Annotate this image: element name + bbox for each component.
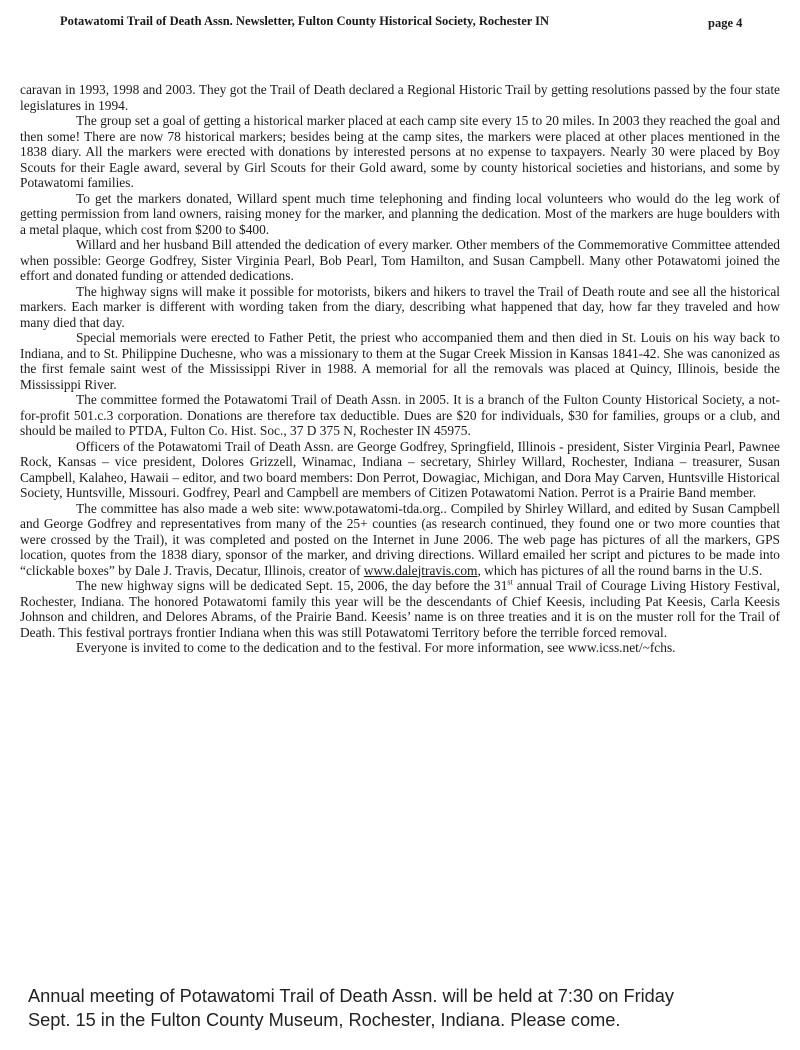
newsletter-title: Potawatomi Trail of Death Assn. Newsletter, Fulton County Historical Society, Rochester IN: [60, 14, 550, 28]
paragraph-web-site: [20, 501, 780, 579]
annual-meeting-announcement: [28, 984, 788, 1032]
paragraph-invitation: Everyone is invited to come to the dedication and to the festival. For more information, see www.icss.net/~fchs.: [76, 640, 676, 655]
web-text-after-link: , which has pictures of all the round barns in the U.S.: [477, 562, 763, 578]
paragraph-markers-donated: To get the markers donated, Willard spent much time telephoning and finding local volunteers who would do the leg work of getting permission from land owners, raising money for the marker, and planning the dedication. Most of the markers are huge boulders with a metal plaque, which cost from $200 to $400.: [20, 190, 780, 237]
page-number: page 4: [708, 16, 743, 30]
dedication-text-before-sup: The new highway signs will be dedicated Sept. 15, 2006, the day before the 31: [76, 578, 508, 593]
dedication-text-after-sup: annual Trail of Courage Living History Festival, Rochester, Indiana. The honored Potawatomi family this year will be the descendants of Chief Keesis, including Pat Keesis, Carla Keesis Johnson and children, and Delores Abrams, of the Prairie Band. Keesis’ name is on three treaties and it is on the muster roll for the Trail of Death. This festival portrays frontier Indiana when this was still Potawatomi Territory before the terrible forced removal.: [20, 578, 780, 640]
paragraph-dedications: Willard and her husband Bill attended the dedication of every marker. Other members of the Commemorative Committee attended when possible: George Godfrey, Sister Virginia Pearl, Bob Pearl, Tom Hamilton, and Susan Campbell. Many other Potawatomi joined the effort and donated funding or attended dedications.: [20, 237, 780, 283]
paragraph-continued: caravan in 1993, 1998 and 2003. They got the Trail of Death declared a Regional Historic Trail by getting resolutions passed by the four state legislatures in 1994.: [20, 82, 780, 113]
page-header: [0, 14, 800, 36]
article-body: [20, 82, 780, 656]
announcement-line-2: Sept. 15 in the Fulton County Museum, Rochester, Indiana. Please come.: [28, 1010, 621, 1030]
paragraph-association-formed: The committee formed the Potawatomi Trail of Death Assn. in 2005. It is a branch of the Fulton County Historical Society, a not-for-profit 501.c.3 corporation. Donations are therefore tax deductible. Dues are $20 for individuals, $30 for families, groups or a club, and should be mailed to PTDA, Fulton Co. Hist. Soc., 37 D 375 N, Rochester IN 45975.: [20, 392, 780, 438]
announcement-line-1: Annual meeting of Potawatomi Trail of Death Assn. will be held at 7:30 on Friday: [28, 986, 675, 1006]
paragraph-highway-dedication: [20, 578, 780, 640]
paragraph-highway-signs: The highway signs will make it possible for motorists, bikers and hikers to travel the Trail of Death route and see all the historical markers. Each marker is different with wording taken from the diary, describing what happened that day, how far they traveled and how many died that day.: [20, 283, 780, 330]
dalejtravis-link[interactable]: www.dalejtravis.com: [363, 562, 478, 578]
web-text-before-link: The committee has also made a web site: www.potawatomi-tda.org.. Compiled by Shirley Willard, and edited by Susan Campbell and George Godfrey and representatives from many of the 25+ counties (as research continued, they found one or two more counties that were crossed by the Trail), it was completed and posted on the Internet in June 2006. The web page has pictures of all the markers, GPS location, quotes from the 1838 diary, sponsor of the marker, and driving directions. Willard emailed her script and pictures to be made into “clickable boxes” by Dale J. Travis, Decatur, Illinois, creator of: [20, 500, 780, 578]
paragraph-officers: Officers of the Potawatomi Trail of Death Assn. are George Godfrey, Springfield, Illinois - president, Sister Virginia Pearl, Pawnee Rock, Kansas – vice president, Dolores Grizzell, Winamac, Indiana – secretary, Shirley Willard, Rochester, Indiana – treasurer, Susan Campbell, Kalaheo, Hawaii – editor, and two board members: Don Perrot, Dowagiac, Michigan, and Dora May Carven, Huntsville Historical Society, Huntsville, Missouri. Godfrey, Pearl and Campbell are members of Citizen Potawatomi Nation. Perrot is a Prairie Band member.: [20, 438, 780, 500]
paragraph-markers-goal: The group set a goal of getting a historical marker placed at each camp site every 15 to 20 miles. In 2003 they reached the goal and then some! There are now 78 historical markers; besides being at the camp sites, the markers were placed at other places mentioned in the 1838 diary. All the markers were erected with donations by interested persons at no expense to taxpayers. Nearly 30 were placed by Boy Scouts for their Eagle award, several by Girl Scouts for their Gold award, some by county historical societies and historians, and some by Potawatomi families.: [20, 113, 780, 190]
paragraph-special-memorials: Special memorials were erected to Father Petit, the priest who accompanied them and then died in St. Louis on his way back to Indiana, and to St. Philippine Duchesne, who was a missionary to them at the Sugar Creek Mission in Kansas 1841-42. She was canonized as the first female saint west of the Mississippi River in 1988. A memorial for all the removals was placed at Quincy, Illinois, beside the Mississippi River.: [20, 330, 780, 392]
ordinal-suffix: st: [507, 577, 513, 587]
